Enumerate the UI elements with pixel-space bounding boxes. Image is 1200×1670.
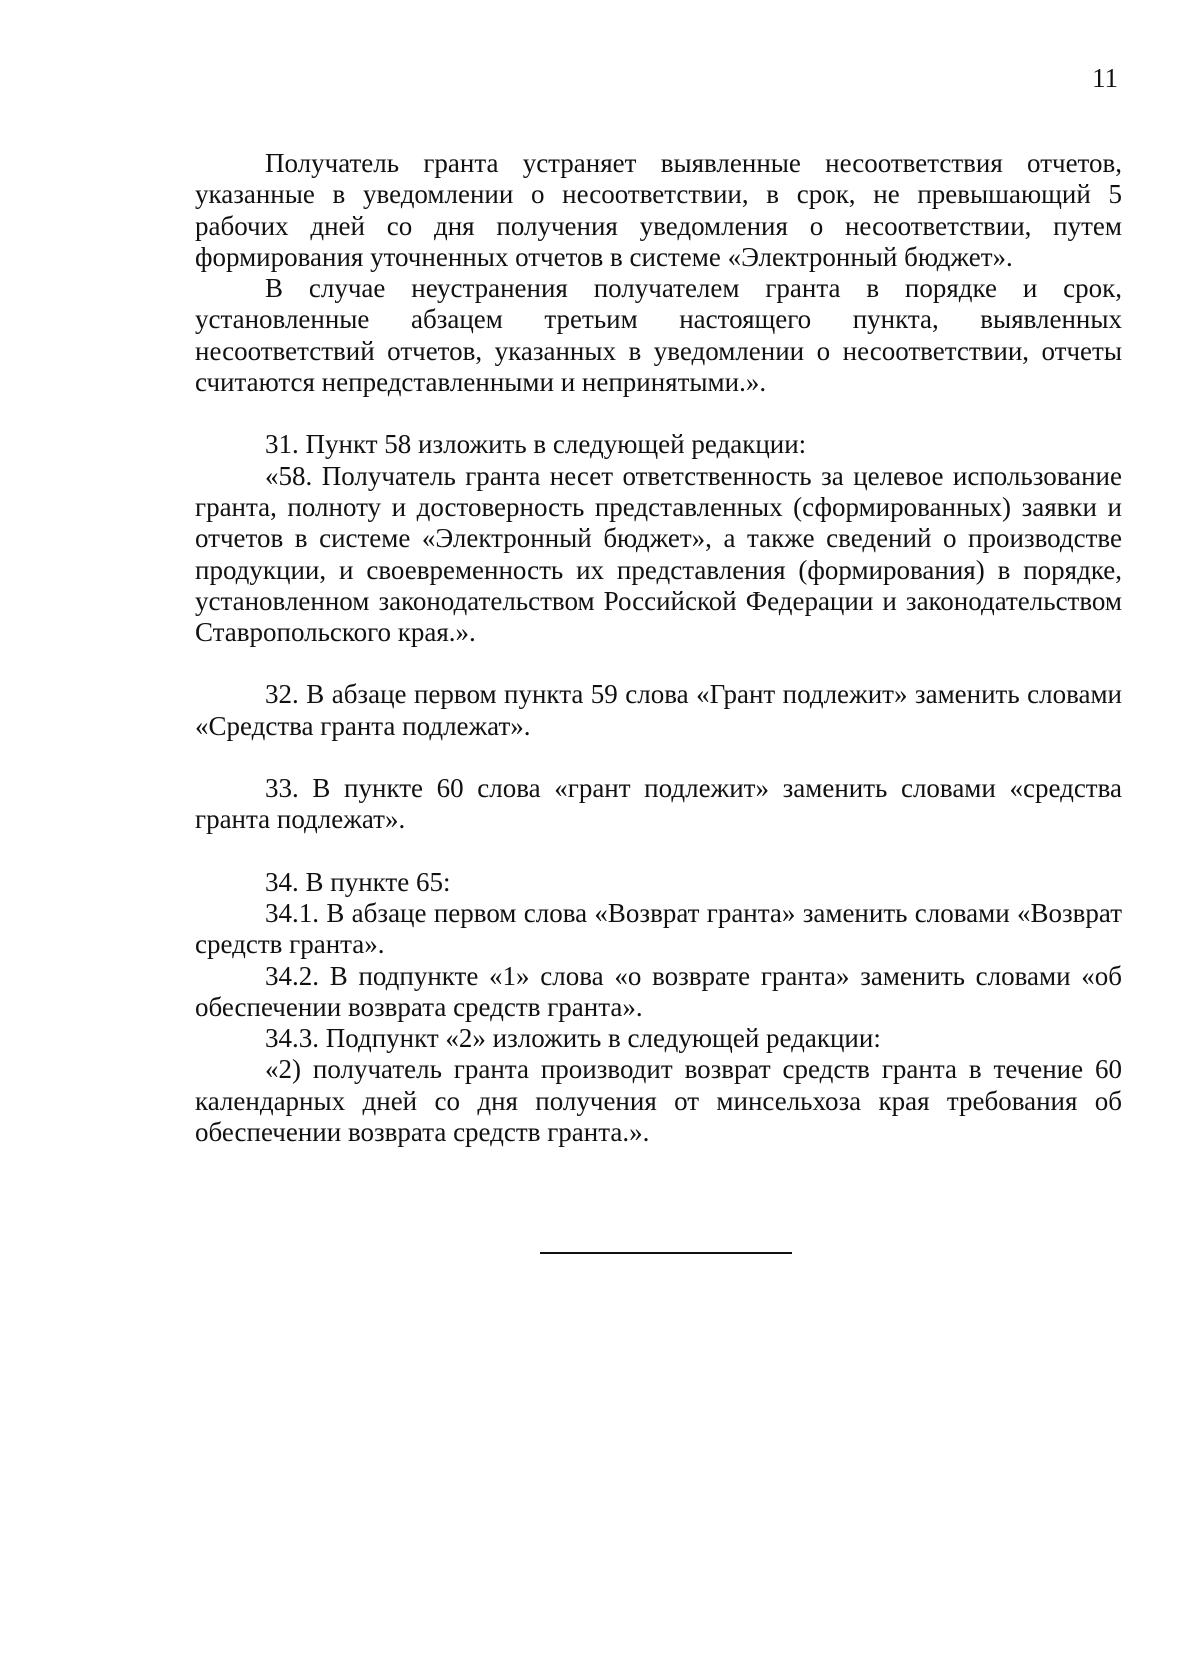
item-33-text: 33. В пункте 60 слова «грант подлежит» заменить словами «средства гранта подлежат». <box>195 773 1122 835</box>
subitem-2-text: «2) получатель гранта производит возврат средств гранта в течение 60 календарных дней со дня получения от минсельхоза края требования об обеспечении возврата средств гранта.». <box>195 1054 1122 1148</box>
paragraph-gap <box>195 742 1122 773</box>
item-34-2-text: 34.2. В подпункте «1» слова «о возврате гранта» заменить словами «об обеспечении возврата средств гранта». <box>195 960 1122 1022</box>
item-58-text: «58. Получатель гранта несет ответственность за целевое использование гранта, полноту и достоверность представленных (сформированных) заявки и отчетов в системе «Электронный бюджет», а также сведений о производстве продукции, и своевременность их представления (формирования) в порядке, установленном законодательством Российской Федерации и законодательством Ставропольского края.». <box>195 460 1122 648</box>
paragraph-gap <box>195 398 1122 429</box>
item-34-3-heading: 34.3. Подпункт «2» изложить в следующей редакции: <box>265 1023 881 1054</box>
document-body <box>195 148 1122 1148</box>
end-of-document-line <box>540 1252 792 1254</box>
page-number: 11 <box>1092 63 1118 93</box>
item-32-text: 32. В абзаце первом пункта 59 слова «Грант подлежит» заменить словами «Средства гранта подлежат». <box>195 679 1122 741</box>
item-34-heading: 34. В пункте 65: <box>265 866 451 897</box>
paragraph-gap <box>195 836 1122 867</box>
item-34-1-text: 34.1. В абзаце первом слова «Возврат гранта» заменить словами «Возврат средств гранта». <box>195 897 1122 960</box>
paragraph-correction-deadline: Получатель гранта устраняет выявленные несоответствия отчетов, указанные в уведомлении о несоответствии, в срок, не превышающий 5 рабочих дней со дня получения уведомления о несоответствии, путем формирования уточненных отчетов в системе «Электронный бюджет». <box>195 148 1122 272</box>
paragraph-non-correction: В случае неустранения получателем гранта в порядке и срок, установленные абзацем третьим настоящего пункта, выявленных несоответствий отчетов, указанных в уведомлении о несоответствии, отчеты считаются непредставленными и непринятыми.». <box>195 273 1122 398</box>
paragraph-gap <box>195 648 1122 679</box>
item-31-heading: 31. Пункт 58 изложить в следующей редакции: <box>265 429 807 460</box>
